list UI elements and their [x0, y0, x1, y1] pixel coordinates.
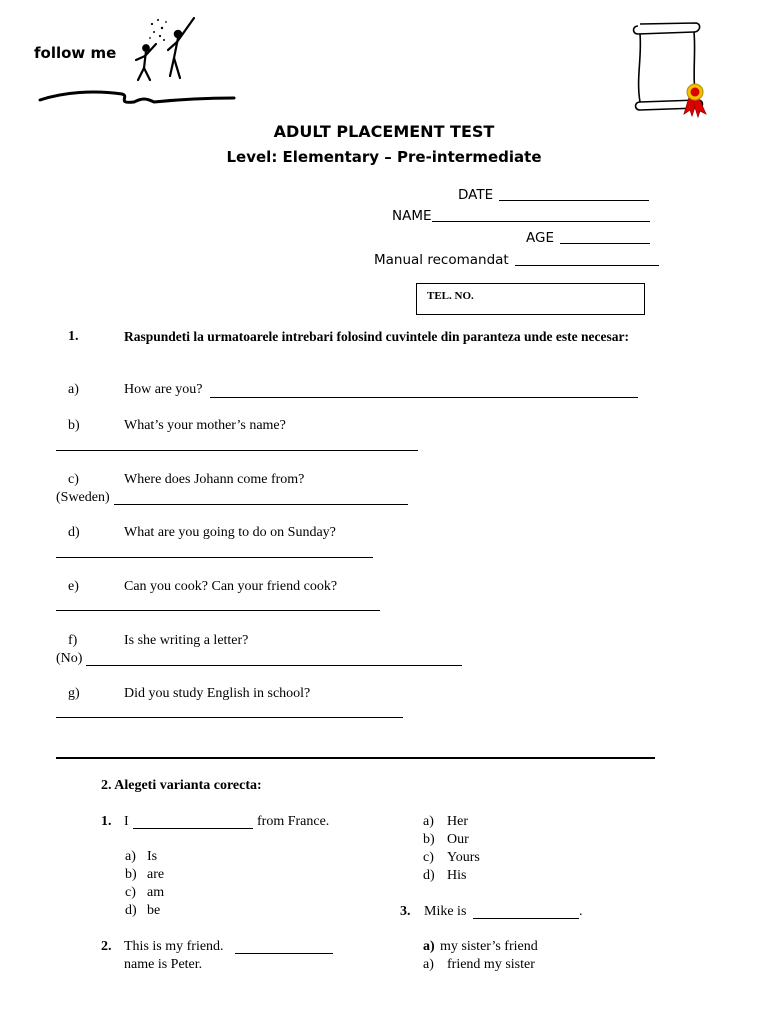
q1-option-letter: a) [125, 849, 136, 864]
question-c-letter: c) [68, 472, 79, 487]
q2-option-letter: b) [423, 832, 435, 847]
q1-option-text[interactable]: am [147, 885, 165, 900]
answer-b-line[interactable] [56, 450, 418, 451]
age-line [560, 243, 650, 244]
q3-option-text[interactable]: friend my sister [447, 957, 535, 972]
question-f-prefix: (No) [56, 651, 83, 666]
answer-g-line[interactable] [56, 717, 403, 718]
question-d-text: What are you going to do on Sunday? [124, 525, 336, 540]
q2-option-letter: a) [423, 814, 434, 829]
question-g-text: Did you study English in school? [124, 686, 311, 701]
answer-d-line[interactable] [56, 557, 373, 558]
q1-before: I [124, 814, 129, 829]
date-field[interactable] [458, 187, 649, 203]
figures-icon [130, 14, 200, 86]
answer-a-line[interactable] [210, 397, 638, 398]
tel-label: TEL. NO. [427, 290, 474, 302]
answer-e-line[interactable] [56, 610, 380, 611]
name-line [432, 221, 650, 222]
q1-option-text[interactable]: are [147, 867, 165, 882]
brush-stroke-icon [34, 84, 239, 110]
page-subtitle: Level: Elementary – Pre-intermediate [226, 148, 542, 166]
name-label: NAME [392, 208, 432, 224]
question-g-letter: g) [68, 686, 80, 701]
q2-option-text[interactable]: Our [447, 832, 469, 847]
q3-blank-line[interactable] [473, 918, 579, 919]
q1-blank-line[interactable] [133, 828, 253, 829]
logo-text: follow me [34, 44, 117, 62]
section-divider [56, 757, 655, 759]
q1-option-letter: b) [125, 867, 137, 882]
section1-instruction: Raspundeti la urmatoarele intrebari folosind cuvintele din paranteza unde este necesar: [124, 329, 629, 344]
q1-option-text[interactable]: be [147, 903, 161, 918]
question-e-text: Can you cook? Can your friend cook? [124, 579, 338, 594]
age-field[interactable] [526, 230, 650, 246]
q2-option-text[interactable]: Yours [447, 850, 480, 865]
q2-option-letter: d) [423, 868, 435, 883]
question-b-text: What’s your mother’s name? [124, 418, 286, 433]
question-f-letter: f) [68, 633, 78, 648]
q1-option-text[interactable]: Is [147, 849, 158, 864]
q2-option-text[interactable]: His [447, 868, 467, 883]
date-label: DATE [458, 187, 494, 203]
name-field[interactable] [392, 208, 650, 224]
q3-after: . [579, 904, 583, 919]
age-label: AGE [526, 230, 554, 246]
section2-heading: 2. Alegeti varianta corecta: [101, 778, 262, 793]
q2-line2: name is Peter. [124, 957, 203, 972]
question-f-text: Is she writing a letter? [124, 633, 249, 648]
q1-after: from France. [257, 814, 330, 829]
manual-line [515, 265, 659, 266]
q2-line1: This is my friend. [124, 939, 224, 954]
answer-c-line[interactable] [114, 504, 408, 505]
q1-option-letter: d) [125, 903, 137, 918]
q3-option-letter: a) [423, 939, 435, 954]
answer-f-line[interactable] [86, 665, 462, 666]
q3-option-letter: a) [423, 957, 434, 972]
question-a-letter: a) [68, 382, 79, 397]
question-b-letter: b) [68, 418, 80, 433]
q1-number: 1. [101, 814, 112, 829]
page-title: ADULT PLACEMENT TEST [273, 122, 495, 141]
question-a-text: How are you? [124, 382, 203, 397]
manual-label: Manual recomandat [374, 252, 509, 268]
q1-option-letter: c) [125, 885, 136, 900]
date-line [499, 200, 649, 201]
question-d-letter: d) [68, 525, 80, 540]
q2-option-letter: c) [423, 850, 434, 865]
tel-box[interactable] [416, 283, 645, 315]
question-c-text: Where does Johann come from? [124, 472, 305, 487]
question-e-letter: e) [68, 579, 79, 594]
section1-number: 1. [68, 329, 79, 344]
manual-field[interactable] [374, 252, 659, 268]
q2-option-text[interactable]: Her [447, 814, 468, 829]
logo [34, 14, 244, 114]
q3-option-text[interactable]: my sister’s friend [440, 939, 538, 954]
q2-blank-line[interactable] [235, 953, 333, 954]
q3-before: Mike is [424, 904, 467, 919]
q2-number: 2. [101, 939, 112, 954]
certificate-scroll-icon [628, 18, 714, 118]
question-c-prefix: (Sweden) [56, 490, 110, 505]
q3-number: 3. [400, 904, 411, 919]
